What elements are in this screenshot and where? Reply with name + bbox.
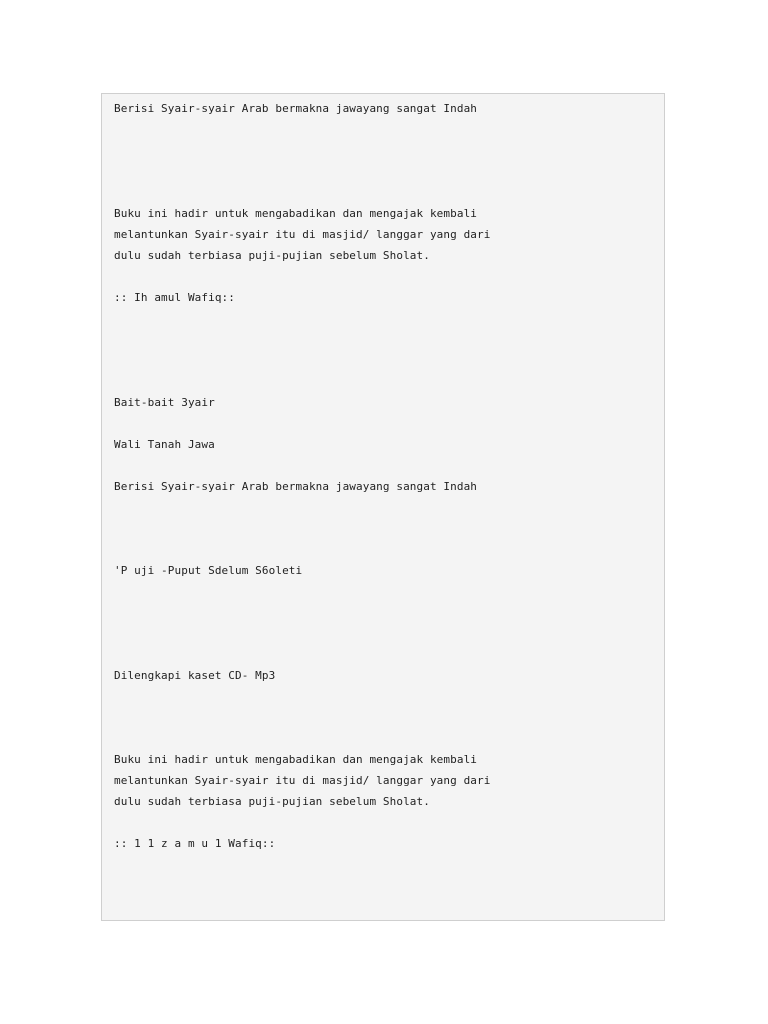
text-line: :: 1 1 z a m u 1 Wafiq:: — [114, 837, 276, 850]
text-line: melantunkan Syair-syair itu di masjid/ langgar yang dari — [114, 228, 491, 241]
text-line: Berisi Syair-syair Arab bermakna jawayang sangat Indah — [114, 480, 478, 493]
text-line: dulu sudah terbiasa puji-pujian sebelum Sholat. — [114, 249, 430, 262]
text-line: Dilengkapi kaset CD- Mp3 — [114, 669, 276, 682]
text-line: dulu sudah terbiasa puji-pujian sebelum Sholat. — [114, 795, 430, 808]
text-line: :: Ih amul Wafiq:: — [114, 291, 236, 304]
text-line: Buku ini hadir untuk mengabadikan dan mengajak kembali — [114, 753, 478, 766]
document-panel — [101, 93, 665, 921]
text-line: Berisi Syair-syair Arab bermakna jawayang sangat Indah — [114, 102, 478, 115]
text-line: 'P uji -Puput Sdelum S6oleti — [114, 564, 303, 577]
text-line: melantunkan Syair-syair itu di masjid/ langgar yang dari — [114, 774, 491, 787]
text-line: Buku ini hadir untuk mengabadikan dan mengajak kembali — [114, 207, 478, 220]
text-line: Bait-bait 3yair — [114, 396, 215, 409]
text-line: Wali Tanah Jawa — [114, 438, 215, 451]
